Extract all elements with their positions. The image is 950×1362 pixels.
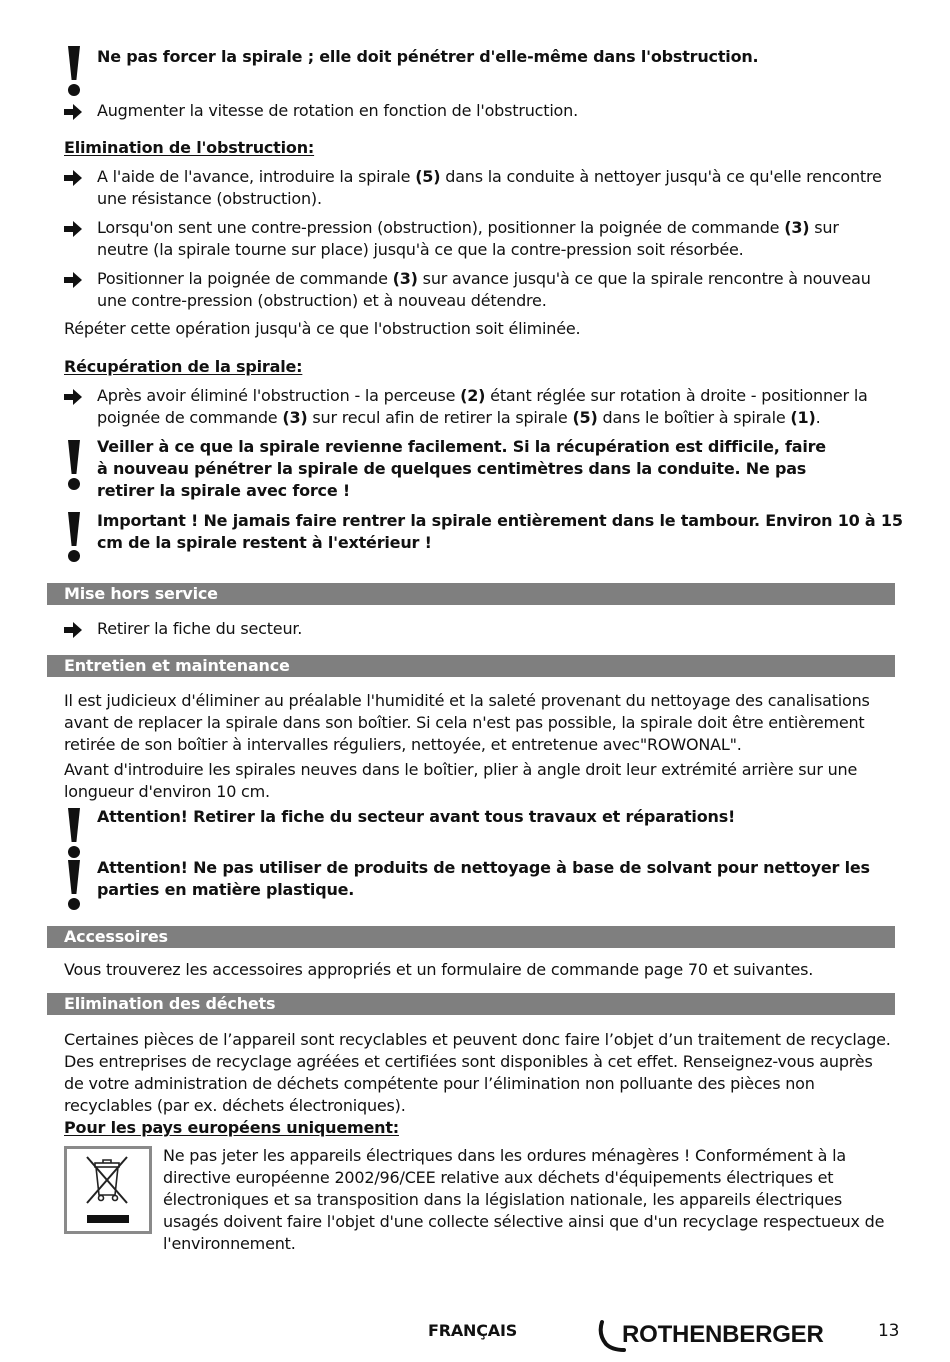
warning-text: Attention! Ne pas utiliser de produits de nettoyage à base de solvant pour nettoyer les <box>97 858 870 877</box>
warning-text: Attention! Retirer la fiche du secteur avant tous travaux et réparations! <box>97 807 736 826</box>
rothenberger-logo <box>596 1316 846 1352</box>
bullet-text: une contre-pression (obstruction) et à nouveau détendre. <box>97 291 547 310</box>
arrow-bullet-icon <box>64 221 82 237</box>
paragraph-line: Des entreprises de recyclage agréées et certifiées sont disponibles à cet effet. Renseignez-vous auprès <box>64 1052 873 1071</box>
bullet-text: Positionner la poignée de commande (3) sur avance jusqu'à ce que la spirale rencontre à nouveau <box>97 269 871 288</box>
paragraph-line: de votre administration de déchets compétente pour l’élimination non polluante des pièces non <box>64 1074 815 1093</box>
section-subheading: Pour les pays européens uniquement: <box>64 1118 399 1137</box>
bullet-text: neutre (la spirale tourne sur place) jusqu'à ce que la contre-pression soit résorbée. <box>97 240 744 259</box>
arrow-bullet-icon <box>64 272 82 288</box>
bullet-text: Après avoir éliminé l'obstruction - la perceuse (2) étant réglée sur rotation à droite - positionner la <box>97 386 868 405</box>
paragraph-line: directive européenne 2002/96/CEE relative aux déchets d'équipements électriques et <box>163 1168 834 1187</box>
paragraph-line: longueur d'environ 10 cm. <box>64 782 270 801</box>
paragraph-line: Vous trouverez les accessoires appropriés et un formulaire de commande page 70 et suivantes. <box>64 960 814 979</box>
warning-text: Important ! Ne jamais faire rentrer la spirale entièrement dans le tambour. Environ 10 à 15 <box>97 511 903 530</box>
paragraph-line: électroniques et sa transposition dans la législation nationale, les appareils électriques <box>163 1190 843 1209</box>
bullet-text: une résistance (obstruction). <box>97 189 322 208</box>
bullet-text: Lorsqu'on sent une contre-pression (obstruction), positionner la poignée de commande (3) sur <box>97 218 839 237</box>
section-header-elimination-dechets: Elimination des déchets <box>47 993 895 1015</box>
bullet-text: poignée de commande (3) sur recul afin de retirer la spirale (5) dans le boîtier à spirale (1). <box>97 408 821 427</box>
bullet-text: Augmenter la vitesse de rotation en fonction de l'obstruction. <box>97 101 578 120</box>
arrow-bullet-icon <box>64 622 82 638</box>
paragraph-line: Il est judicieux d'éliminer au préalable l'humidité et la saleté provenant du nettoyage des canalisations <box>64 691 870 710</box>
section-header-mise-hors-service: Mise hors service <box>47 583 895 605</box>
weee-crossed-bin-icon <box>64 1146 152 1234</box>
svg-text:ROTHENBERGER: ROTHENBERGER <box>622 1321 824 1348</box>
arrow-bullet-icon <box>64 389 82 405</box>
section-subheading: Elimination de l'obstruction: <box>64 138 315 157</box>
warning-text: parties en matière plastique. <box>97 880 355 899</box>
paragraph-line: Certaines pièces de l’appareil sont recyclables et peuvent donc faire l’objet d’un traitement de recyclage. <box>64 1030 891 1049</box>
warning-text: cm de la spirale restent à l'extérieur ! <box>97 533 432 552</box>
bullet-text: Retirer la fiche du secteur. <box>97 619 303 638</box>
paragraph-line: recyclables (par ex. déchets électroniques). <box>64 1096 406 1115</box>
paragraph-line: l'environnement. <box>163 1234 296 1253</box>
bullet-text: A l'aide de l'avance, introduire la spirale (5) dans la conduite à nettoyer jusqu'à ce qu'elle rencontre <box>97 167 882 186</box>
paragraph-line: retirée de son boîtier à intervalles réguliers, nettoyée, et entretenue avec"ROWONAL". <box>64 735 742 754</box>
section-header-entretien: Entretien et maintenance <box>47 655 895 677</box>
warning-text: retirer la spirale avec force ! <box>97 481 350 500</box>
paragraph-line: usagés doivent faire l'objet d'une collecte sélective ainsi que d'un recyclage respectueux de <box>163 1212 885 1231</box>
page-number: 13 <box>878 1321 900 1341</box>
paragraph-line: Ne pas jeter les appareils électriques dans les ordures ménagères ! Conformément à la <box>163 1146 846 1165</box>
arrow-bullet-icon <box>64 104 82 120</box>
arrow-bullet-icon <box>64 170 82 186</box>
section-subheading: Récupération de la spirale: <box>64 357 303 376</box>
paragraph: Répéter cette opération jusqu'à ce que l'obstruction soit éliminée. <box>64 319 581 338</box>
footer-language: FRANÇAIS <box>428 1321 518 1340</box>
warning-text: Veiller à ce que la spirale revienne facilement. Si la récupération est difficile, faire <box>97 437 826 456</box>
paragraph-line: avant de replacer la spirale dans son boîtier. Si cela n'est pas possible, la spirale doit être entièrement <box>64 713 865 732</box>
warning-text: à nouveau pénétrer la spirale de quelques centimètres dans la conduite. Ne pas <box>97 459 807 478</box>
warning-text: Ne pas forcer la spirale ; elle doit pénétrer d'elle-même dans l'obstruction. <box>97 47 759 66</box>
paragraph-line: Avant d'introduire les spirales neuves dans le boîtier, plier à angle droit leur extrémité arrière sur une <box>64 760 858 779</box>
section-header-accessoires: Accessoires <box>47 926 895 948</box>
